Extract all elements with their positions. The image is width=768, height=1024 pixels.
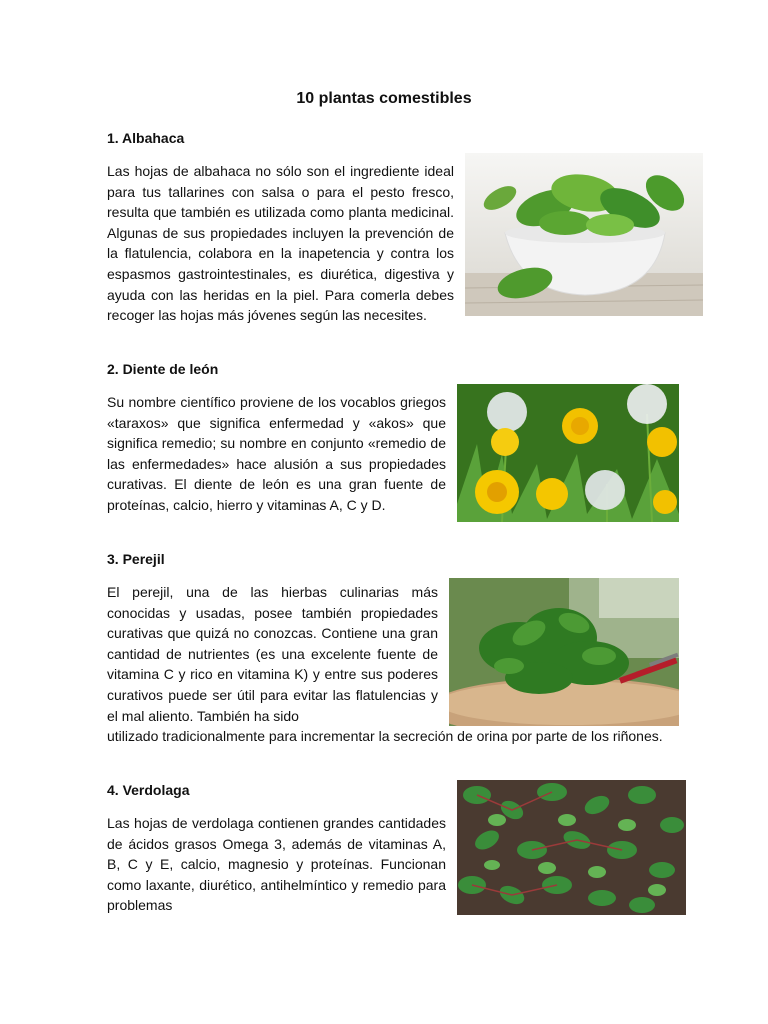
page-title: 10 plantas comestibles: [296, 90, 472, 107]
section-text-verdolaga: Las hojas de verdolaga contienen grandes cantidades de ácidos grasos Omega 3, además de vitaminas A, B, C y E, calcio, magnesio y proteínas. Funcionan como laxante, diurético, antihelmíntico y remedio para problemas: [107, 815, 446, 914]
section-text-albahaca: Las hojas de albahaca no sólo son el ingrediente ideal para tus tallarines con salsa o para el pesto fresco, resulta que también es utilizada como planta medicinal. Algunas de sus propiedades incluyen la prevención de la flatulencia, colabora en la inapetencia y contra los espasmos gastrointestinales, es diurética, digestiva y ayuda con las heridas en la piel. Para comerla debes recoger las hojas más jóvenes según las necesites.: [107, 163, 454, 324]
section-heading-albahaca: 1. Albahaca: [107, 130, 185, 146]
section-heading-perejil: 3. Perejil: [107, 551, 165, 567]
purslane-photo: [457, 780, 686, 915]
section-text-perejil: El perejil, una de las hierbas culinarias más conocidas y usadas, posee también propiedades curativas que quizá no conozcas. Contiene una gran cantidad de nutrientes (es una excelente fuente de vitamina C y rico en vitamina K) y entre sus poderes curativos puede ser útil para evitar las flatulencias y el mal aliento. También ha sido: [107, 584, 438, 724]
section-heading-diente-de-leon: 2. Diente de león: [107, 361, 219, 377]
section-heading-verdolaga: 4. Verdolaga: [107, 782, 190, 798]
section-text-perejil-continued: utilizado tradicionalmente para incrementar la secreción de orina por parte de los riñones.: [107, 728, 663, 744]
parsley-photo: [449, 578, 679, 726]
basil-bowl-photo: [465, 153, 703, 316]
section-text-diente-de-leon: Su nombre científico proviene de los vocablos griegos «taraxos» que significa enfermedad y «akos» que significa remedio; su nombre en conjunto «remedio de las enfermedades» hace alusión a sus propiedades curativas. El diente de león es una gran fuente de proteínas, calcio, hierro y vitaminas A, C y D.: [107, 394, 446, 513]
dandelion-photo: [457, 384, 679, 522]
